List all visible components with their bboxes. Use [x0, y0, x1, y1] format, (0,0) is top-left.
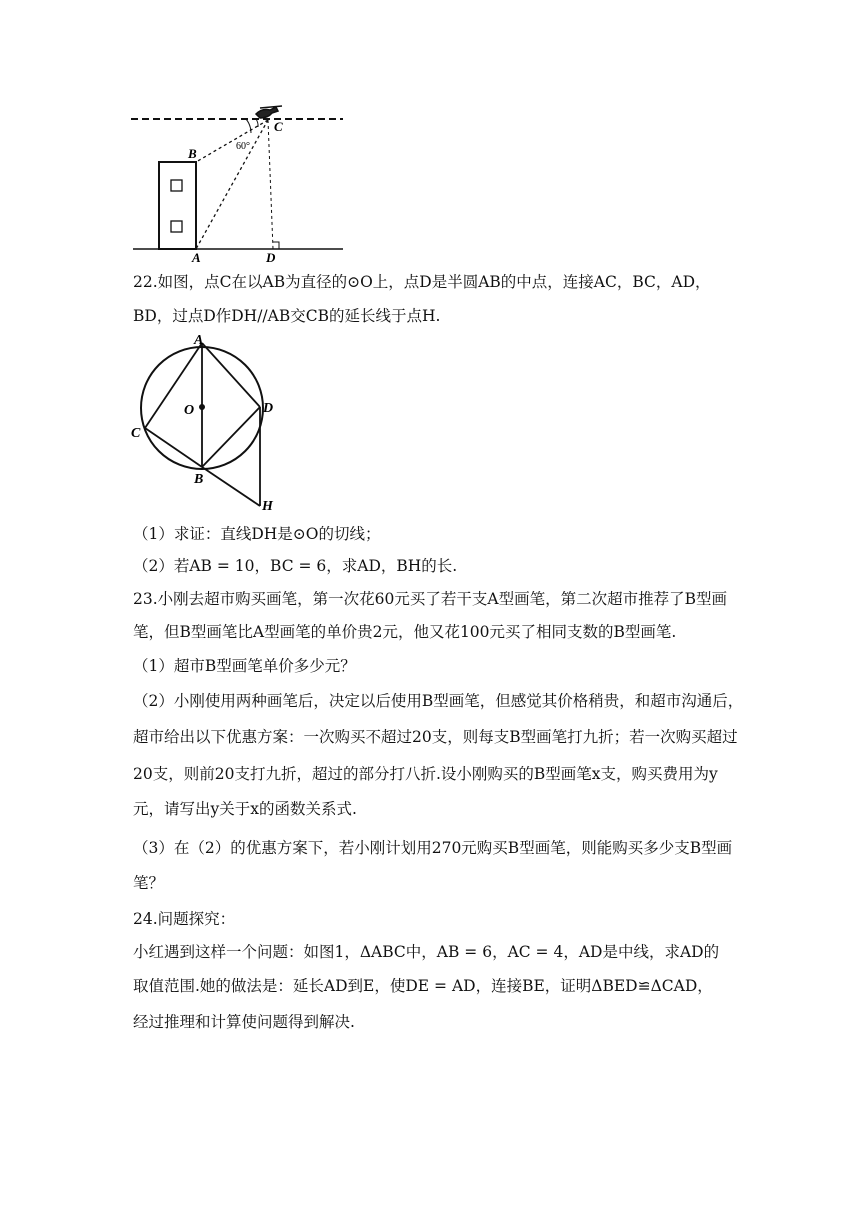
label-H: H	[262, 499, 273, 514]
window-lower	[171, 221, 182, 232]
q23-part-3-line-2: 笔？	[133, 874, 165, 892]
label-D: D	[266, 250, 276, 265]
label-angle: 60°	[236, 141, 250, 152]
label-C: C	[274, 119, 283, 134]
label-D: D	[263, 401, 274, 416]
window-upper	[171, 180, 182, 191]
q23-part-2-line-1: （2）小刚使用两种画笔后，决定以后使用B型画笔，但感觉其价格稍贵，和超市沟通后，	[133, 692, 744, 710]
segment-BD	[202, 407, 260, 467]
label-A: A	[194, 333, 204, 348]
segment-AD	[202, 343, 260, 407]
q24-title: 24.问题探究：	[133, 910, 236, 928]
center-point-O	[199, 404, 205, 410]
q24-line-1: 小红遇到这样一个问题：如图1，ΔABC中，AB = 6，AC = 4，AD是中线，求AD的	[133, 943, 720, 961]
q22-part-2: （2）若AB = 10，BC = 6，求AD，BH的长.	[133, 557, 458, 575]
segment-CB	[196, 120, 268, 162]
label-B: B	[194, 472, 204, 487]
q23-line-2: 笔，但B型画笔比A型画笔的单价贵2元，他又花100元买了相同支数的B型画笔.	[133, 623, 677, 641]
label-C: C	[131, 426, 141, 441]
helicopter-icon	[256, 106, 282, 118]
q23-part-3-line-1: （3）在（2）的优惠方案下，若小刚计划用270元购买B型画笔，则能购买多少支B型画	[133, 839, 733, 857]
q23-part-2-line-2: 超市给出以下优惠方案：一次购买不超过20支，则每支B型画笔打九折；若一次购买超过	[133, 728, 738, 746]
q22-line-1: 22.如图，点C在以AB为直径的⊙O上，点D是半圆AB的中点，连接AC，BC，AD，	[133, 273, 711, 291]
q23-part-2-line-4: 元，请写出y关于x的函数关系式.	[133, 800, 357, 818]
q23-part-1: （1）超市B型画笔单价多少元？	[133, 657, 356, 675]
q23-part-2-line-3: 20支，则前20支打九折，超过的部分打八折.设小刚购买的B型画笔x支，购买费用为y	[133, 765, 718, 783]
label-A: A	[192, 250, 201, 265]
circle-figure	[128, 330, 278, 515]
segment-BH	[202, 467, 260, 506]
label-B: B	[188, 146, 197, 161]
q23-line-1: 23.小刚去超市购买画笔，第一次花60元买了若干支A型画笔，第二次超市推荐了B型画	[133, 590, 727, 608]
q22-part-1: （1）求证：直线DH是⊙O的切线；	[133, 525, 381, 543]
segment-CD	[268, 120, 273, 249]
building-elevation-figure	[128, 100, 353, 265]
building	[159, 162, 196, 249]
right-angle-mark	[273, 242, 279, 249]
q22-line-2: BD，过点D作DH//AB交CB的延长线于点H.	[133, 307, 441, 325]
label-O: O	[184, 403, 195, 418]
segment-CA	[196, 120, 268, 249]
q24-line-2: 取值范围.她的做法是：延长AD到E，使DE = AD，连接BE，证明ΔBED≌ΔCAD，	[133, 977, 713, 995]
q24-line-3: 经过推理和计算使问题得到解决.	[133, 1013, 355, 1031]
